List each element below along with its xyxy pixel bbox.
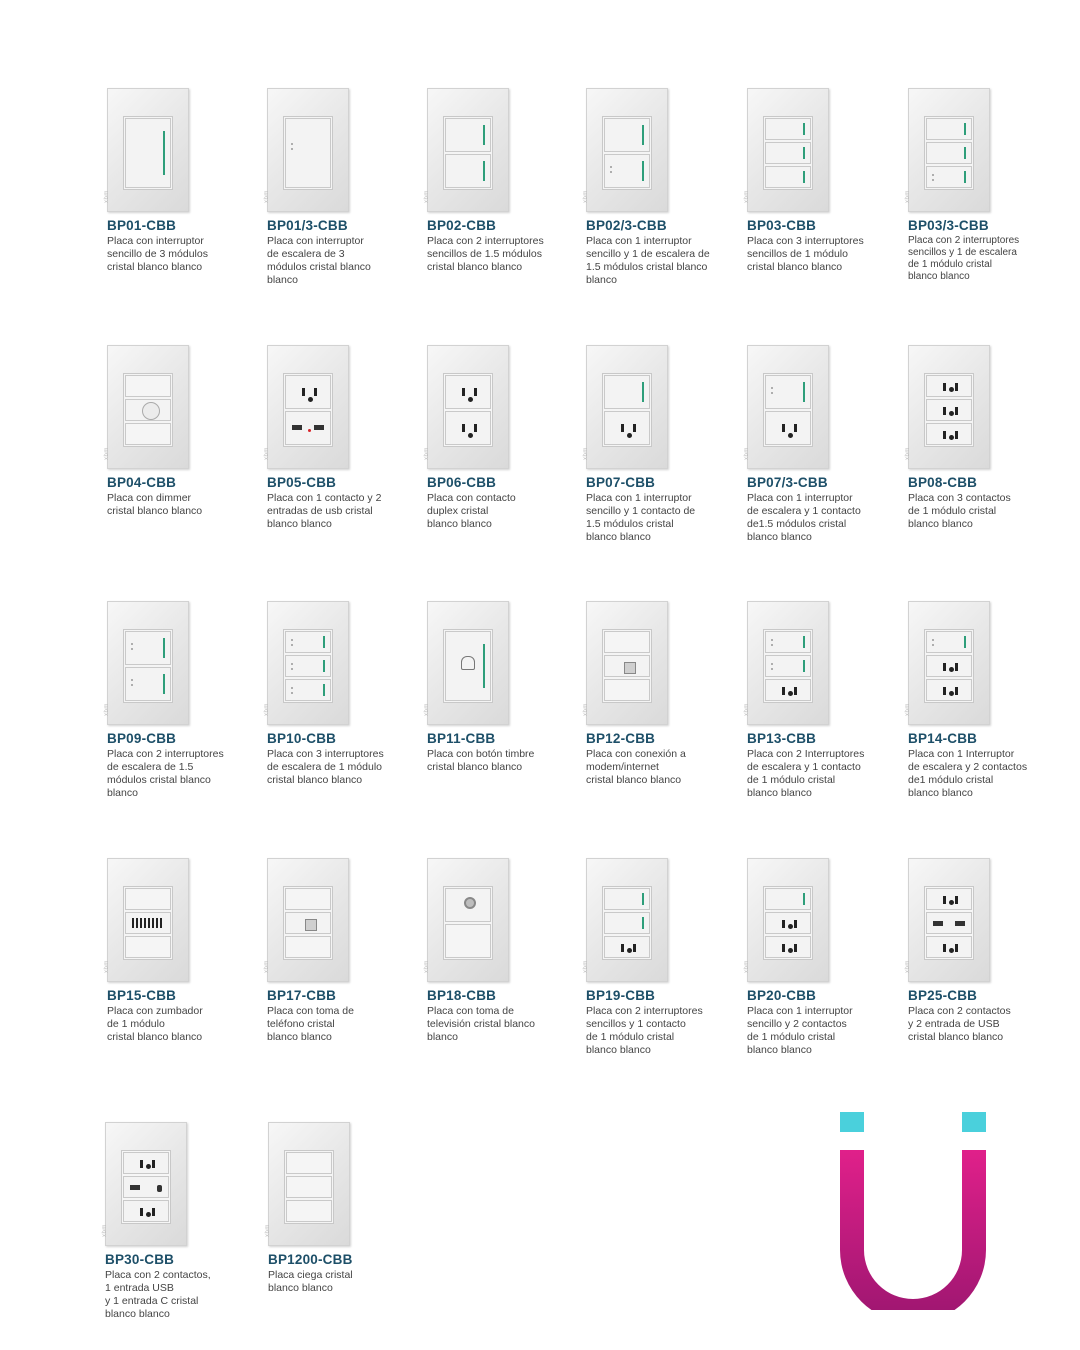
wall-plate-image <box>583 345 668 469</box>
wall-plate-image <box>583 601 668 725</box>
usb-port-icon <box>130 1185 140 1190</box>
product-description: Placa con zumbador de 1 módulo cristal blanco blanco <box>107 1005 203 1043</box>
wall-plate-image <box>104 345 189 469</box>
product-description: Placa con toma de televisión cristal blanco blanco <box>427 1005 535 1043</box>
wall-plate-image <box>265 1122 350 1246</box>
brand-logo-u-icon <box>838 1110 990 1310</box>
network-jack-icon <box>624 662 636 674</box>
brand-mark: xbm <box>265 1224 271 1237</box>
wall-plate-image <box>264 88 349 212</box>
wall-plate-image <box>264 858 349 982</box>
product-card <box>905 858 1058 1044</box>
product-description: Placa con 2 contactos, 1 entrada USB y 1 entrada C cristal blanco blanco <box>105 1269 211 1320</box>
product-card <box>424 88 577 274</box>
brand-mark: xbm <box>104 703 110 716</box>
product-description: Placa con 2 interruptores sencillos y 1 de escalera de 1 módulo cristal blanco blanco <box>908 235 1020 282</box>
product-code: BP14-CBB <box>908 731 978 746</box>
product-card <box>905 601 1058 800</box>
wall-plate-image <box>102 1122 187 1246</box>
product-card <box>264 858 417 1044</box>
product-card <box>264 88 417 287</box>
product-card <box>744 88 897 274</box>
product-description: Placa con conexión a modem/internet cristal blanco blanco <box>586 748 686 786</box>
tv-coax-icon <box>464 897 476 909</box>
product-card <box>583 88 736 287</box>
product-code: BP18-CBB <box>427 988 497 1003</box>
product-card <box>744 345 897 544</box>
wall-plate-image <box>583 88 668 212</box>
product-code: BP08-CBB <box>908 475 978 490</box>
brand-mark: xbm <box>424 960 430 973</box>
product-card <box>905 88 1058 283</box>
product-description: Placa con 3 interruptores de escalera de 1 módulo cristal blanco blanco <box>267 748 384 786</box>
product-description: Placa con 1 interruptor sencillo y 2 contactos de 1 módulo cristal blanco blanco <box>747 1005 853 1056</box>
logo-teal-square-left <box>840 1112 864 1132</box>
brand-mark: xbm <box>583 960 589 973</box>
product-code: BP07-CBB <box>586 475 656 490</box>
usb-port-icon <box>955 921 965 926</box>
brand-mark: xbm <box>744 190 750 203</box>
wall-plate-image <box>424 345 509 469</box>
product-code: BP15-CBB <box>107 988 177 1003</box>
wall-plate-image <box>744 858 829 982</box>
product-card <box>744 858 897 1057</box>
product-code: BP13-CBB <box>747 731 817 746</box>
product-description: Placa con 1 interruptor sencillo y 1 de escalera de 1.5 módulos cristal blanco blanco <box>586 235 710 286</box>
wall-plate-image <box>424 858 509 982</box>
brand-mark: xbm <box>424 703 430 716</box>
product-card <box>104 858 257 1044</box>
brand-mark: xbm <box>583 190 589 203</box>
bell-icon <box>461 656 475 670</box>
brand-mark: xbm <box>102 1224 108 1237</box>
product-card <box>102 1122 255 1321</box>
product-card <box>583 345 736 544</box>
brand-mark: xbm <box>905 703 911 716</box>
wall-plate-image <box>905 345 990 469</box>
product-code: BP05-CBB <box>267 475 337 490</box>
product-code: BP06-CBB <box>427 475 497 490</box>
product-code: BP03-CBB <box>747 218 817 233</box>
product-code: BP17-CBB <box>267 988 337 1003</box>
product-description: Placa con dimmer cristal blanco blanco <box>107 492 203 517</box>
brand-mark: xbm <box>905 190 911 203</box>
product-card <box>424 858 577 1044</box>
usb-port-icon <box>933 921 943 926</box>
brand-mark: xbm <box>583 447 589 460</box>
wall-plate-image <box>744 601 829 725</box>
product-description: Placa con interruptor sencillo de 3 módulos cristal blanco blanco <box>107 235 208 273</box>
product-card <box>424 601 577 774</box>
product-code: BP02-CBB <box>427 218 497 233</box>
product-code: BP10-CBB <box>267 731 337 746</box>
brand-mark: xbm <box>104 960 110 973</box>
product-code: BP01-CBB <box>107 218 177 233</box>
dimmer-knob-icon <box>142 402 160 420</box>
product-card <box>583 858 736 1057</box>
wall-plate-image <box>905 601 990 725</box>
product-code: BP01/3-CBB <box>267 218 348 233</box>
product-card <box>104 601 257 800</box>
product-description: Placa con 1 interruptor de escalera y 1 contacto de1.5 módulos cristal blanco blanco <box>747 492 861 543</box>
brand-mark: xbm <box>424 190 430 203</box>
wall-plate-image <box>104 858 189 982</box>
product-card <box>104 88 257 274</box>
buzzer-grill-icon <box>132 918 164 928</box>
brand-mark: xbm <box>264 960 270 973</box>
product-code: BP03/3-CBB <box>908 218 989 233</box>
brand-mark: xbm <box>744 703 750 716</box>
product-description: Placa ciega cristal blanco blanco <box>268 1269 353 1294</box>
product-description: Placa con 2 interruptores de escalera de 1.5 módulos cristal blanco blanco <box>107 748 224 799</box>
product-card <box>905 345 1058 531</box>
product-card <box>744 601 897 800</box>
brand-mark: xbm <box>744 960 750 973</box>
brand-mark: xbm <box>104 447 110 460</box>
usb-port-icon <box>314 425 324 430</box>
brand-mark: xbm <box>264 190 270 203</box>
product-code: BP07/3-CBB <box>747 475 828 490</box>
wall-plate-image <box>905 858 990 982</box>
product-code: BP20-CBB <box>747 988 817 1003</box>
product-code: BP19-CBB <box>586 988 656 1003</box>
usb-c-port-icon <box>157 1185 162 1192</box>
product-code: BP25-CBB <box>908 988 978 1003</box>
brand-mark: xbm <box>744 447 750 460</box>
brand-mark: xbm <box>583 703 589 716</box>
product-description: Placa con botón timbre cristal blanco blanco <box>427 748 535 773</box>
brand-mark: xbm <box>104 190 110 203</box>
wall-plate-image <box>424 601 509 725</box>
brand-mark: xbm <box>424 447 430 460</box>
brand-mark: xbm <box>264 703 270 716</box>
product-description: Placa con 3 contactos de 1 módulo cristal blanco blanco <box>908 492 1011 530</box>
phone-jack-icon <box>305 919 317 931</box>
product-description: Placa con interruptor de escalera de 3 módulos cristal blanco blanco <box>267 235 371 286</box>
product-card <box>583 601 736 787</box>
product-description: Placa con 1 interruptor sencillo y 1 contacto de 1.5 módulos cristal blanco blanco <box>586 492 696 543</box>
product-description: Placa con toma de teléfono cristal blanco blanco <box>267 1005 354 1043</box>
product-description: Placa con 1 contacto y 2 entradas de usb cristal blanco blanco <box>267 492 382 530</box>
wall-plate-image <box>264 345 349 469</box>
brand-mark: xbm <box>905 447 911 460</box>
wall-plate-image <box>104 88 189 212</box>
product-card <box>104 345 257 518</box>
product-code: BP11-CBB <box>427 731 496 746</box>
logo-magenta-u <box>840 1150 986 1310</box>
wall-plate-image <box>264 601 349 725</box>
product-description: Placa con 2 contactos y 2 entrada de USB cristal blanco blanco <box>908 1005 1011 1043</box>
product-code: BP1200-CBB <box>268 1252 353 1267</box>
logo-teal-square-right <box>962 1112 986 1132</box>
product-card <box>265 1122 418 1295</box>
wall-plate-image <box>583 858 668 982</box>
wall-plate-image <box>104 601 189 725</box>
product-code: BP12-CBB <box>586 731 656 746</box>
product-description: Placa con 2 Interruptores de escalera y 1 contacto de 1 módulo cristal blanco blanco <box>747 748 865 799</box>
product-description: Placa con 3 interruptores sencillos de 1 módulo cristal blanco blanco <box>747 235 864 273</box>
product-description: Placa con 1 Interruptor de escalera y 2 contactos de1 módulo cristal blanco blanco <box>908 748 1028 799</box>
wall-plate-image <box>744 345 829 469</box>
product-card <box>264 601 417 787</box>
product-description: Placa con contacto duplex cristal blanco blanco <box>427 492 516 530</box>
product-code: BP30-CBB <box>105 1252 175 1267</box>
product-code: BP09-CBB <box>107 731 177 746</box>
brand-mark: xbm <box>905 960 911 973</box>
wall-plate-image <box>744 88 829 212</box>
product-card <box>424 345 577 531</box>
product-card <box>264 345 417 531</box>
wall-plate-image <box>905 88 990 212</box>
usb-port-icon <box>292 425 302 430</box>
product-description: Placa con 2 interruptores sencillos de 1.5 módulos cristal blanco blanco <box>427 235 544 273</box>
product-description: Placa con 2 interruptores sencillos y 1 contacto de 1 módulo cristal blanco blanco <box>586 1005 703 1056</box>
product-code: BP04-CBB <box>107 475 177 490</box>
wall-plate-image <box>424 88 509 212</box>
product-code: BP02/3-CBB <box>586 218 667 233</box>
brand-mark: xbm <box>264 447 270 460</box>
